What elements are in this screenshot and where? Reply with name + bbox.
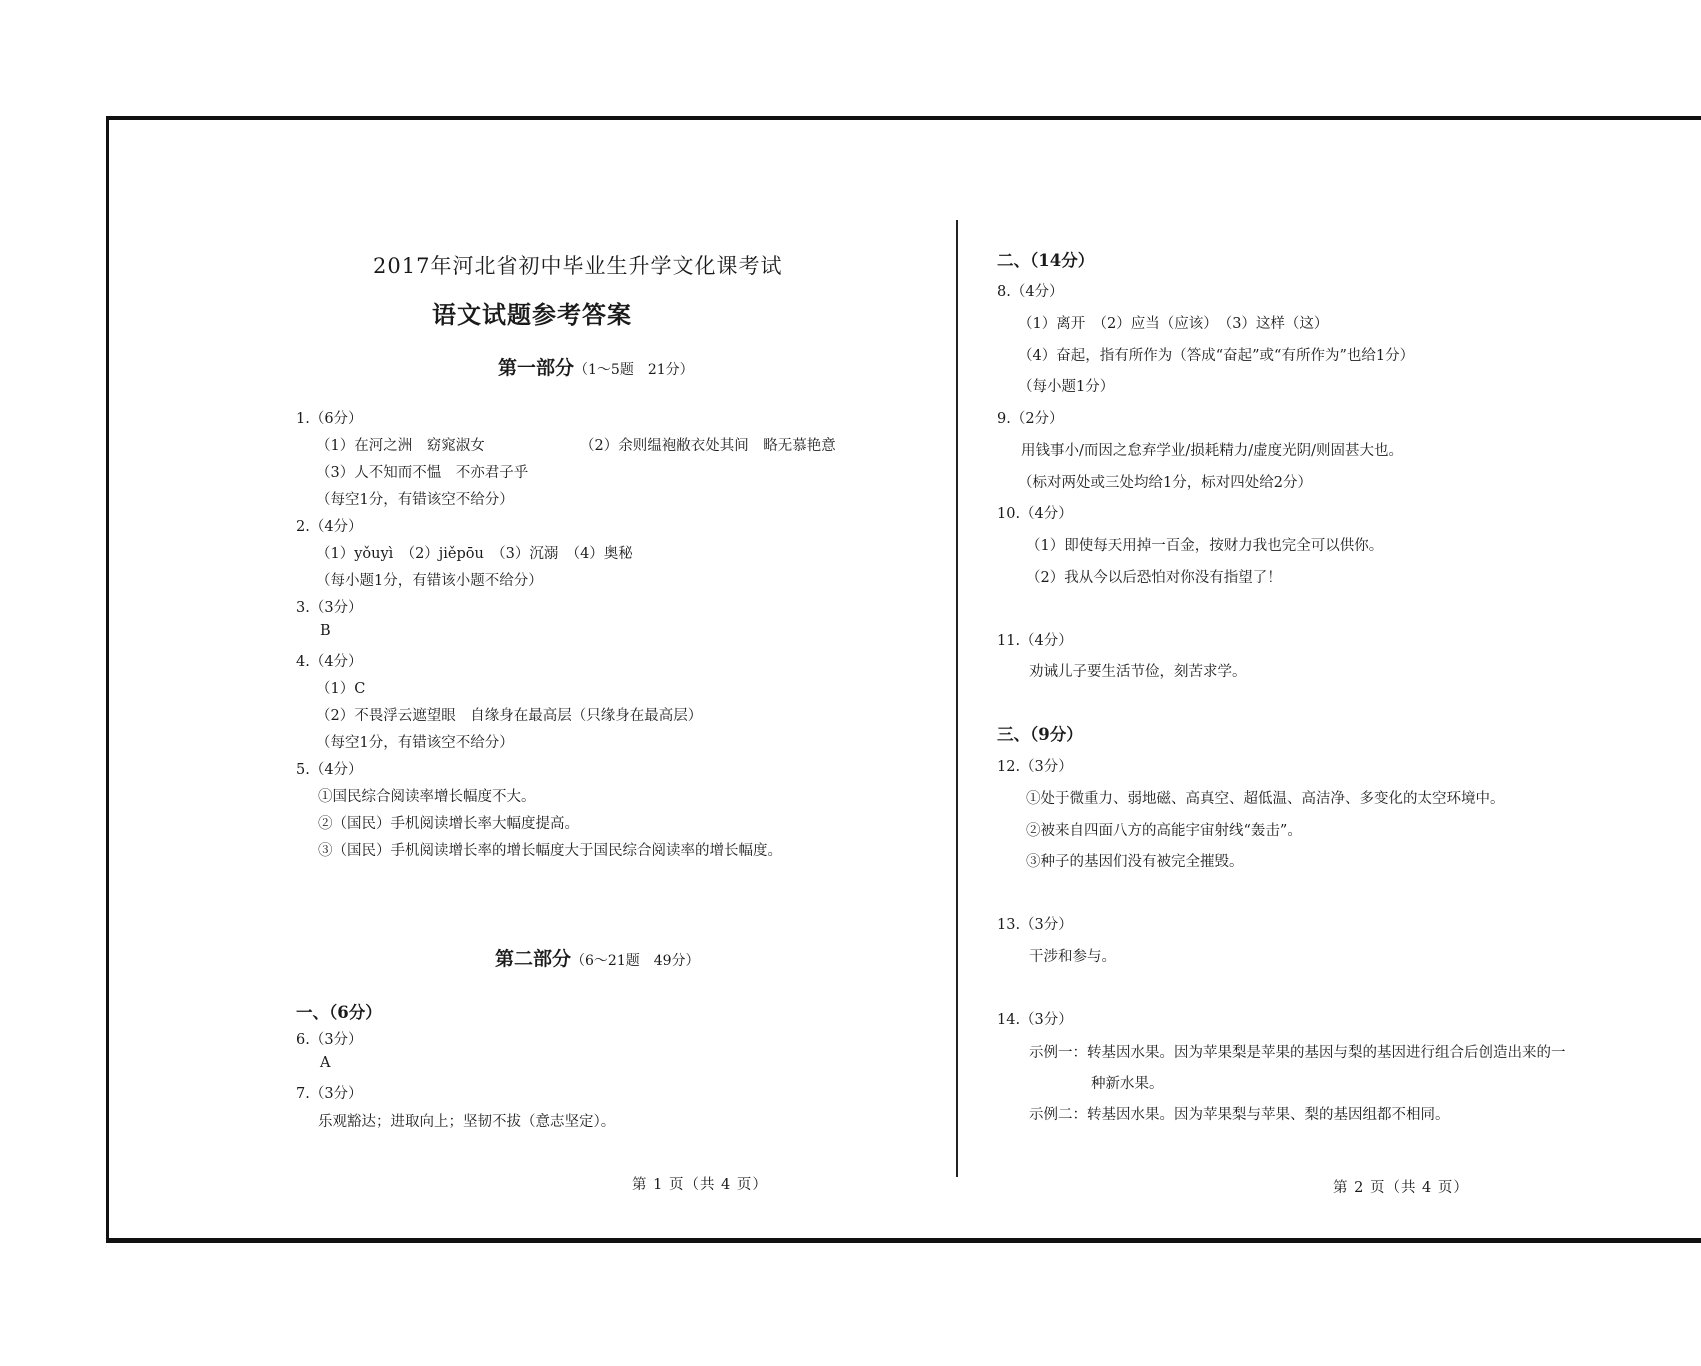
q5-answer-2: ②（国民）手机阅读增长率大幅度提高。 bbox=[318, 816, 579, 832]
q1-answer-1: （1）在河之洲 窈窕淑女 bbox=[316, 438, 485, 454]
q1-answer-3: （3）人不知而不愠 不亦君子乎 bbox=[316, 465, 529, 481]
q8-head: 8.（4分） bbox=[997, 284, 1064, 300]
q9-answer: 用钱事小/而因之怠弃学业/损耗精力/虚度光阴/则固甚大也。 bbox=[1021, 443, 1404, 459]
exam-title: 2017年河北省初中毕业生升学文化课考试 bbox=[373, 254, 783, 278]
q14-example-1: 示例一：转基因水果。因为苹果梨是苹果的基因与梨的基因进行组合后创造出来的一 bbox=[1029, 1045, 1566, 1061]
q9-note: （标对两处或三处均给1分，标对四处给2分） bbox=[1018, 475, 1312, 491]
q13-answer: 干涉和参与。 bbox=[1029, 949, 1116, 965]
q9-head: 9.（2分） bbox=[997, 411, 1064, 427]
part2-range: （6～21题 49分） bbox=[571, 953, 700, 969]
q8-answer-2: （4）奋起，指有所作为（答成“奋起”或“有所作为”也给1分） bbox=[1018, 348, 1415, 364]
q1-answer-2: （2）余则缊袍敝衣处其间 略无慕艳意 bbox=[580, 438, 836, 454]
q10-head: 10.（4分） bbox=[997, 506, 1073, 522]
q4-answer-2: （2）不畏浮云遮望眼 自缘身在最高层（只缘身在最高层） bbox=[316, 708, 703, 724]
section-2-heading: 二、（14分） bbox=[997, 251, 1095, 270]
q2-answer: （1）yǒuyì （2）jiěpōu （3）沉溺 （4）奥秘 bbox=[316, 546, 633, 562]
q11-answer: 劝诫儿子要生活节俭，刻苦求学。 bbox=[1029, 664, 1247, 680]
q8-answer-1: （1）离开 （2）应当（应该） （3）这样（这） bbox=[1018, 316, 1329, 332]
part1-range: （1～5题 21分） bbox=[574, 362, 694, 378]
q3-answer: B bbox=[320, 623, 331, 639]
q4-note: （每空1分，有错该空不给分） bbox=[316, 735, 514, 751]
q12-answer-1: ①处于微重力、弱地磁、高真空、超低温、高洁净、多变化的太空环境中。 bbox=[1026, 791, 1505, 807]
q8-note: （每小题1分） bbox=[1018, 379, 1115, 395]
q12-answer-2: ②被来自四面八方的高能宇宙射线“轰击”。 bbox=[1026, 823, 1302, 839]
q14-example-2: 示例二：转基因水果。因为苹果梨与苹果、梨的基因组都不相同。 bbox=[1029, 1107, 1450, 1123]
q5-head: 5.（4分） bbox=[296, 762, 363, 778]
page-2-footer: 第 2 页（共 4 页） bbox=[1333, 1180, 1469, 1196]
q14-head: 14.（3分） bbox=[997, 1012, 1073, 1028]
q2-head: 2.（4分） bbox=[296, 519, 363, 535]
page-1-footer: 第 1 页（共 4 页） bbox=[632, 1177, 768, 1193]
q2-note: （每小题1分，有错该小题不给分） bbox=[316, 573, 543, 589]
q10-answer-1: （1）即使每天用掉一百金，按财力我也完全可以供你。 bbox=[1026, 538, 1384, 554]
q3-head: 3.（3分） bbox=[296, 600, 363, 616]
q13-head: 13.（3分） bbox=[997, 917, 1073, 933]
q5-answer-3: ③（国民）手机阅读增长率的增长幅度大于国民综合阅读率的增长幅度。 bbox=[318, 843, 782, 859]
q12-head: 12.（3分） bbox=[997, 759, 1073, 775]
q7-head: 7.（3分） bbox=[296, 1086, 363, 1102]
q6-answer: A bbox=[320, 1055, 331, 1071]
q7-answer: 乐观豁达；进取向上；坚韧不拔（意志坚定）。 bbox=[318, 1114, 616, 1130]
q1-note: （每空1分，有错该空不给分） bbox=[316, 492, 514, 508]
q14-example-1-cont: 种新水果。 bbox=[1091, 1076, 1164, 1092]
part1-title: 第一部分 bbox=[498, 357, 575, 379]
q4-answer-1: （1）C bbox=[316, 681, 366, 697]
section-3-heading: 三、（9分） bbox=[997, 725, 1083, 744]
answer-key-title: 语文试题参考答案 bbox=[432, 300, 632, 329]
q6-head: 6.（3分） bbox=[296, 1032, 363, 1048]
q4-head: 4.（4分） bbox=[296, 654, 363, 670]
q10-answer-2: （2）我从今以后恐怕对你没有指望了！ bbox=[1026, 570, 1282, 586]
part2-title: 第二部分 bbox=[495, 948, 572, 970]
q11-head: 11.（4分） bbox=[997, 633, 1073, 649]
q5-answer-1: ①国民综合阅读率增长幅度不大。 bbox=[318, 789, 536, 805]
q1-head: 1.（6分） bbox=[296, 411, 363, 427]
q12-answer-3: ③种子的基因们没有被完全摧毁。 bbox=[1026, 854, 1244, 870]
section-1-heading: 一、（6分） bbox=[296, 1003, 382, 1022]
